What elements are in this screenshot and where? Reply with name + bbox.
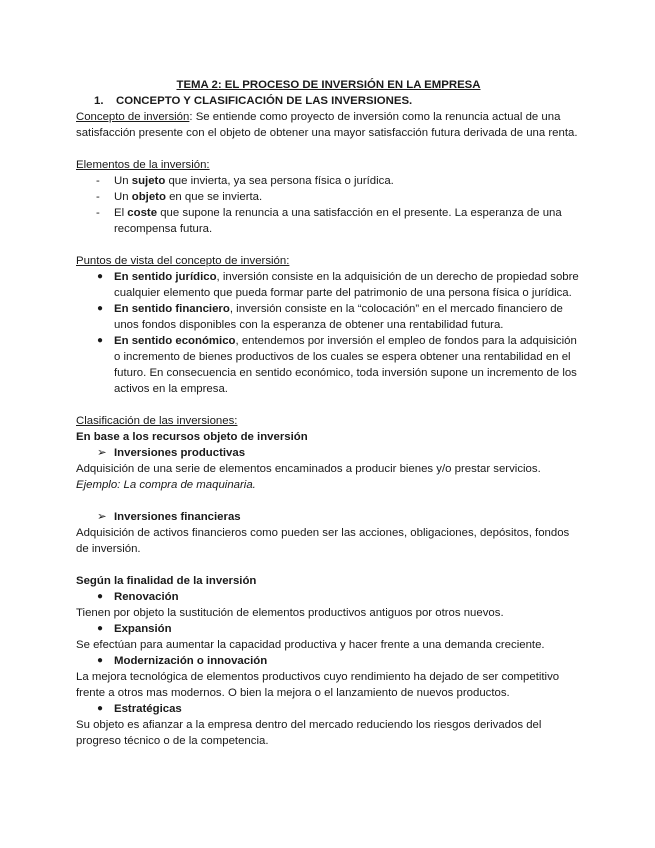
elementos-list: [76, 173, 581, 237]
expansion-text: Se efectúan para aumentar la capacidad productiva y hacer frente a una demanda creciente.: [76, 639, 545, 651]
renovacion-heading: ● Renovación: [97, 591, 179, 603]
document-title: TEMA 2: EL PROCESO DE INVERSIÓN EN LA EMPRESA: [176, 79, 481, 91]
puntos-label: Puntos de vista del concepto de inversión:: [76, 255, 290, 267]
dash-marker: -: [96, 207, 100, 219]
puntos-list: [76, 269, 581, 397]
estrategicas-text: Su objeto es afianzar a la empresa dentro del mercado reduciendo los riesgos derivados del progreso técnico o de la competencia.: [76, 719, 542, 747]
bullet-marker: ●: [97, 271, 104, 282]
renovacion-text: Tienen por objeto la sustitución de elementos productivos antiguos por otros nuevos.: [76, 607, 504, 619]
list-item: - Un objeto en que se invierta.: [96, 191, 263, 203]
finalidad-heading: Según la finalidad de la inversión: [76, 575, 257, 587]
dash-marker: -: [96, 175, 100, 187]
bullet-marker: ●: [97, 335, 104, 346]
productivas-example: Ejemplo: La compra de maquinaria.: [76, 479, 256, 491]
concepto-label: Concepto de inversión: [76, 111, 190, 123]
productivas-heading: ➢ Inversiones productivas: [97, 447, 246, 459]
bullet-marker: ●: [97, 655, 104, 666]
modernizacion-text: La mejora tecnológica de elementos productivos cuyo rendimiento ha dejado de ser competitivo frente a otros mas modernos. O bien la mejora o el lanzamiento de nuevos productos.: [76, 671, 560, 699]
section-number: 1.: [94, 95, 104, 107]
elementos-label: Elementos de la inversión:: [76, 159, 210, 171]
arrow-marker: ➢: [97, 447, 107, 459]
list-item: ● En sentido económico, entendemos por inversión el empleo de fondos para la adquisición o incremento de bienes productivos de los cuales se espera obtener una rentabilidad en el futuro. En consecuencia en sentido económico, toda inversión supone un incremento de los activos en la empresa.: [97, 335, 577, 395]
financieras-text: Adquisición de activos financieros como pueden ser las acciones, obligaciones, depósitos, fondos de inversión.: [76, 527, 570, 555]
estrategicas-heading: ● Estratégicas: [97, 703, 182, 715]
arrow-marker: ➢: [97, 511, 107, 523]
expansion-heading: ● Expansión: [97, 623, 172, 635]
section-heading: [76, 93, 581, 109]
financieras-heading: ➢ Inversiones financieras: [97, 511, 241, 523]
dash-marker: -: [96, 191, 100, 203]
recursos-heading: En base a los recursos objeto de inversión: [76, 431, 308, 443]
productivas-text: Adquisición de una serie de elementos encaminados a producir bienes y/o prestar servicios.: [76, 463, 541, 475]
concepto-paragraph: [76, 109, 581, 141]
modernizacion-heading: ● Modernización o innovación: [97, 655, 268, 667]
section-heading-text: CONCEPTO Y CLASIFICACIÓN DE LAS INVERSIONES.: [116, 95, 413, 107]
bullet-marker: ●: [97, 591, 104, 602]
list-item: ● En sentido jurídico, inversión consiste en la adquisición de un derecho de propiedad sobre cualquier elemento que pueda formar parte del patrimonio de una persona física o jurídica.: [97, 271, 579, 299]
list-item: - El coste que supone la renuncia a una satisfacción en el presente. La esperanza de una recompensa futura.: [96, 207, 562, 235]
bullet-marker: ●: [97, 303, 104, 314]
document-page: [76, 77, 581, 749]
concepto-text: : Se entiende como proyecto de inversión como la renuncia actual de una satisfacción presente con el objeto de obtener una mayor satisfacción futura derivada de una renta.: [76, 111, 578, 139]
list-item: ● En sentido financiero, inversión consiste en la “colocación” en el mercado financiero de unos fondos disponibles con la esperanza de obtener una rentabilidad futura.: [97, 303, 563, 331]
list-item: - Un sujeto que invierta, ya sea persona física o jurídica.: [96, 175, 394, 187]
bullet-marker: ●: [97, 623, 104, 634]
bullet-marker: ●: [97, 703, 104, 714]
clasificacion-label: Clasificación de las inversiones:: [76, 415, 238, 427]
